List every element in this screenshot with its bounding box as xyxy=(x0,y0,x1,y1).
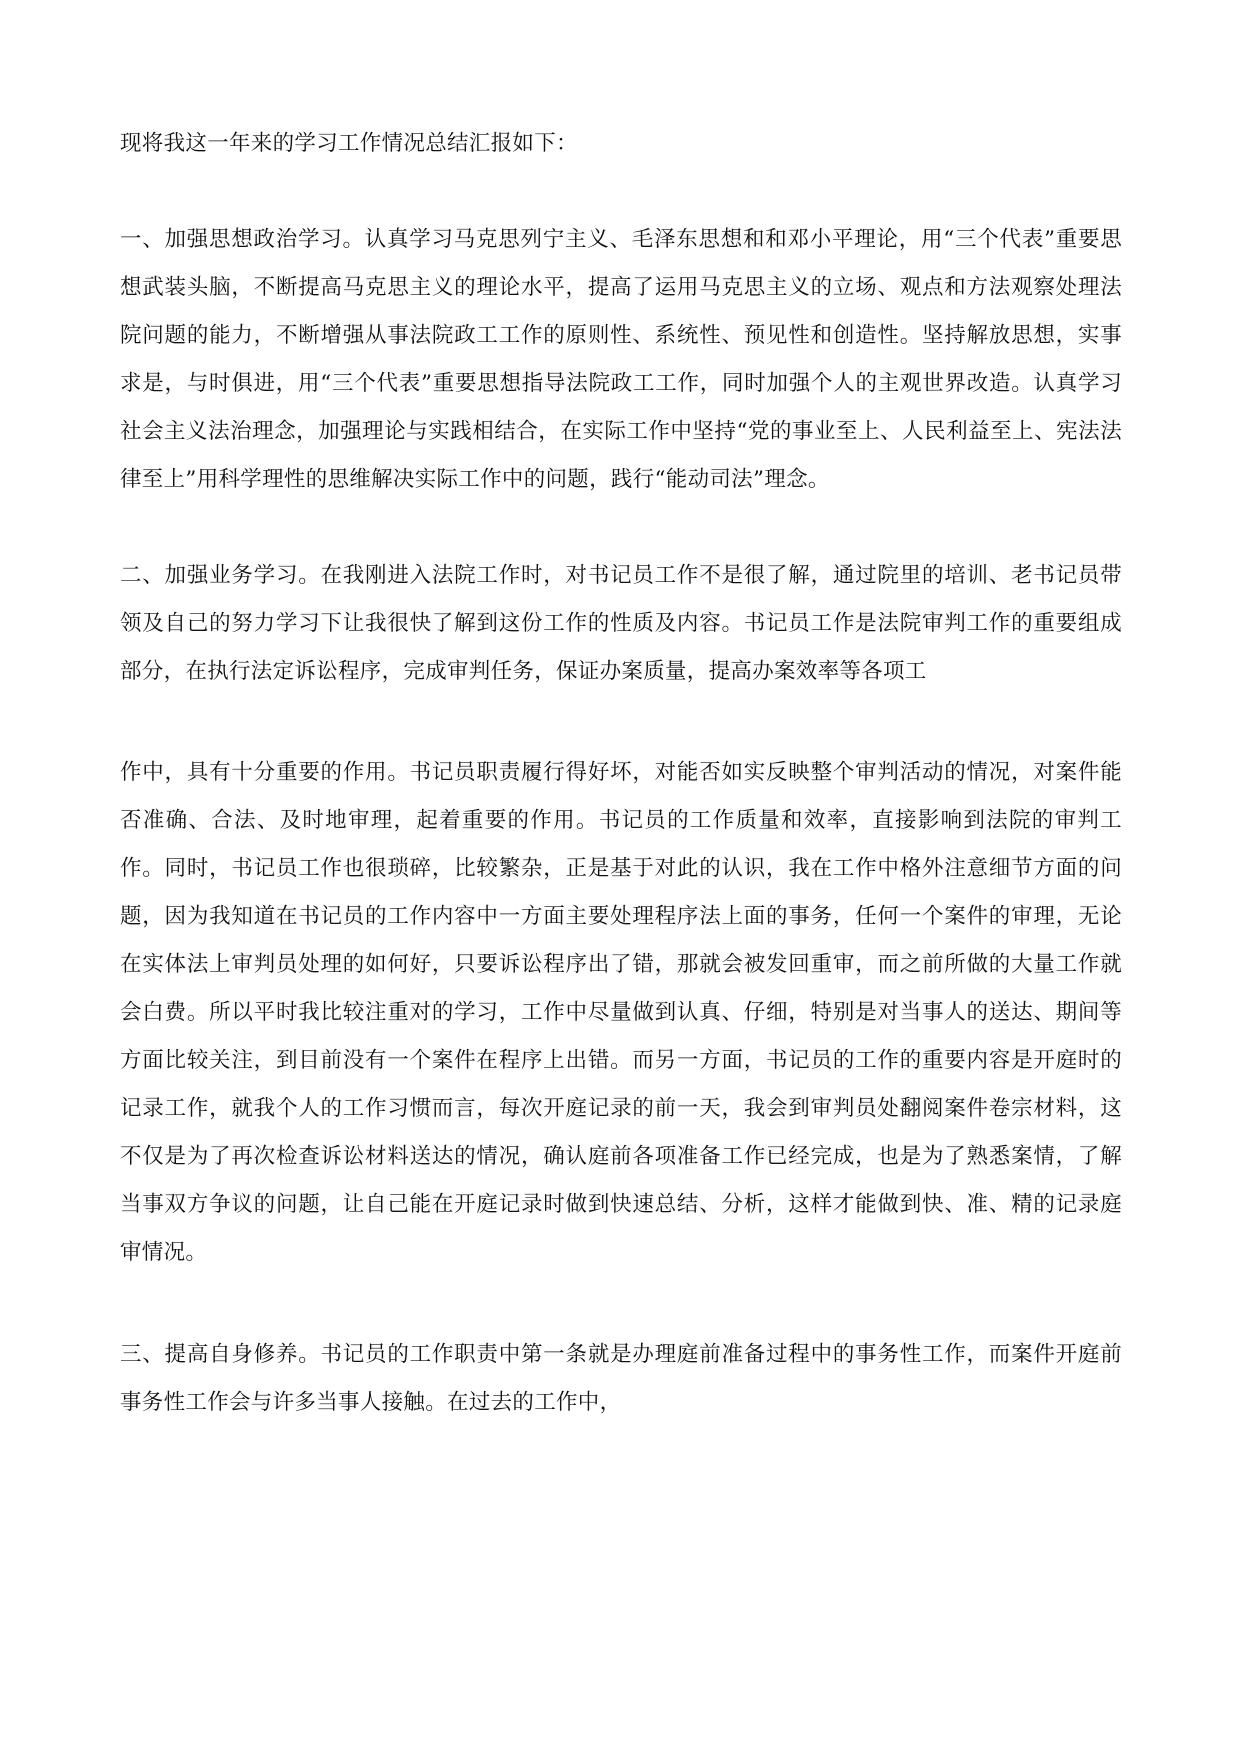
intro-paragraph: 现将我这一年来的学习工作情况总结汇报如下： xyxy=(120,131,578,156)
section-two-paragraph: 二、加强业务学习。在我刚进入法院工作时，对书记员工作不是很了解，通过院里的培训、老书记员带领及自己的努力学习下让我很快了解到这份工作的性质及内容。书记员工作是法院审判工作的重要组成部分，在执行法定诉讼程序，完成审判任务，保证办案质量，提高办案效率等各项工 xyxy=(120,563,1122,684)
section-three-paragraph: 三、提高自身修养。书记员的工作职责中第一条就是办理庭前准备过程中的事务性工作，而案件开庭前事务性工作会与许多当事人接触。在过去的工作中， xyxy=(120,1342,1122,1415)
section-one-paragraph: 一、加强思想政治学习。认真学习马克思列宁主义、毛泽东思想和和邓小平理论，用“三个代表”重要思想武装头脑，不断提高马克思主义的理论水平，提高了运用马克思主义的立场、观点和方法观察处理法院问题的能力，不断增强从事法院政工工作的原则性、系统性、预见性和创造性。坚持解放思想，实事求是，与时俱进，用“三个代表”重要思想指导法院政工工作，同时加强个人的主观世界改造。认真学习社会主义法治理念，加强理论与实践相结合，在实际工作中坚持“党的事业至上、人民利益至上、宪法法律至上”用科学理性的思维解决实际工作中的问题，践行“能动司法”理念。 xyxy=(120,227,1122,492)
section-two-continued-paragraph: 作中，具有十分重要的作用。书记员职责履行得好坏，对能否如实反映整个审判活动的情况，对案件能否准确、合法、及时地审理，起着重要的作用。书记员的工作质量和效率，直接影响到法院的审判工作。同时，书记员工作也很琐碎，比较繁杂，正是基于对此的认识，我在工作中格外注意细节方面的问题，因为我知道在书记员的工作内容中一方面主要处理程序法上面的事务，任何一个案件的审理，无论在实体法上审判员处理的如何好，只要诉讼程序出了错，那就会被发回重审，而之前所做的大量工作就会白费。所以平时我比较注重对的学习，工作中尽量做到认真、仔细，特别是对当事人的送达、期间等方面比较关注，到目前没有一个案件在程序上出错。而另一方面，书记员的工作的重要内容是开庭时的记录工作，就我个人的工作习惯而言，每次开庭记录的前一天，我会到审判员处翻阅案件卷宗材料，这不仅是为了再次检查诉讼材料送达的情况，确认庭前各项准备工作已经完成，也是为了熟悉案情，了解当事双方争议的问题，让自己能在开庭记录时做到快速总结、分析，这样才能做到快、准、精的记录庭审情况。 xyxy=(120,760,1122,1265)
